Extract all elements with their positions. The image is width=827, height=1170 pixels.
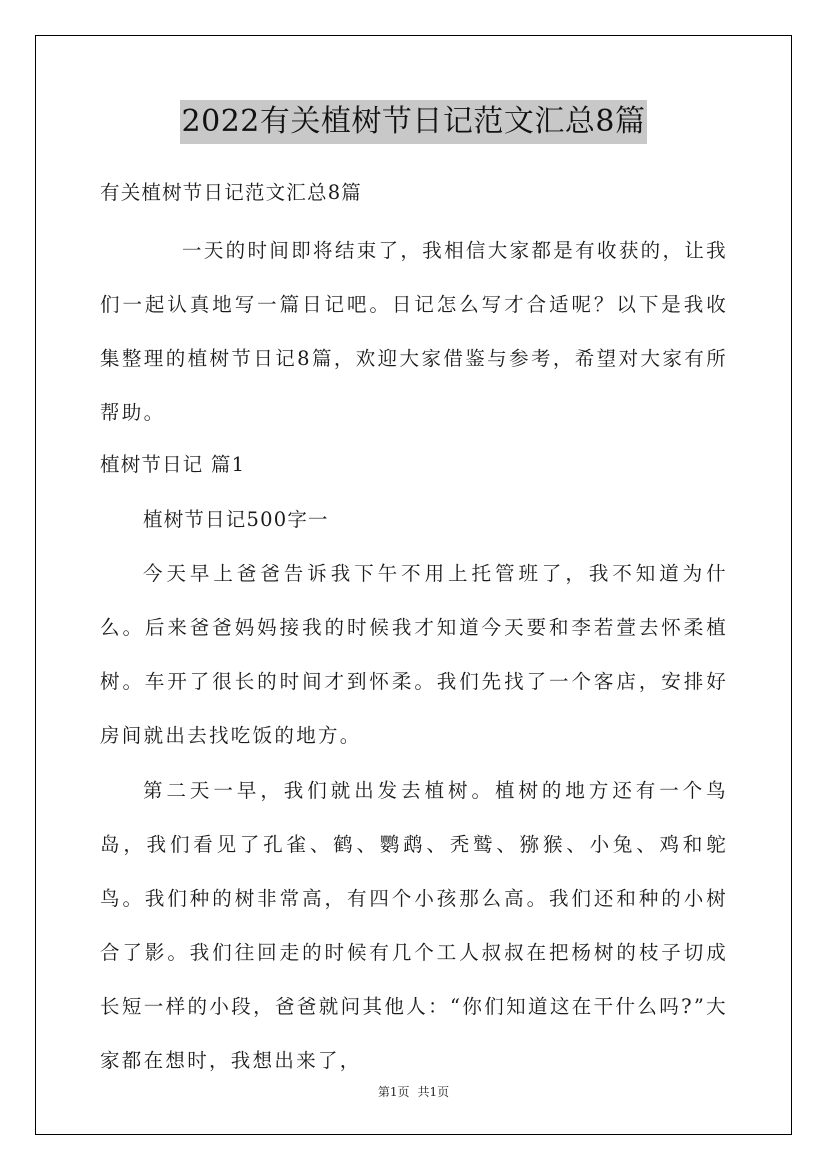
title-container bbox=[0, 100, 827, 144]
document-subtitle: 有关植树节日记范文汇总8篇 bbox=[100, 181, 363, 204]
body-paragraph-2: 第二天一早，我们就出发去植树。植树的地方还有一个鸟岛，我们看见了孔雀、鹤、鹦鹉、秃鹫、猕猴、小兔、鸡和鸵鸟。我们种的树非常高，有四个小孩那么高。我们还和种的小树合了影。我们往回走的时候有几个工人叔叔在把杨树的枝子切成长短一样的小段，爸爸就问其他人：“你们知道这在干什么吗?”大家都在想时，我想出来了， bbox=[100, 779, 728, 1072]
section-heading: 植树节日记 篇1 bbox=[100, 453, 246, 476]
body-paragraph-1: 今天早上爸爸告诉我下午不用上托管班了，我不知道为什么。后来爸爸妈妈接我的时候我才知道今天要和李若萱去怀柔植树。车开了很长的时间才到怀柔。我们先找了一个客店，安排好房间就出去找吃饭的地方。 bbox=[100, 562, 728, 747]
intro-paragraph: 一天的时间即将结束了，我相信大家都是有收获的，让我们一起认真地写一篇日记吧。日记怎么写才合适呢？以下是我收集整理的植树节日记8篇，欢迎大家借鉴与参考，希望对大家有所帮助。 bbox=[100, 239, 728, 424]
page-total: 共1页 bbox=[417, 1085, 450, 1099]
page-number: 第1页 bbox=[377, 1085, 410, 1099]
page-footer bbox=[0, 1084, 827, 1100]
document-title: 2022有关植树节日记范文汇总8篇 bbox=[180, 100, 648, 144]
section-subheading: 植树节日记500字一 bbox=[143, 508, 329, 531]
